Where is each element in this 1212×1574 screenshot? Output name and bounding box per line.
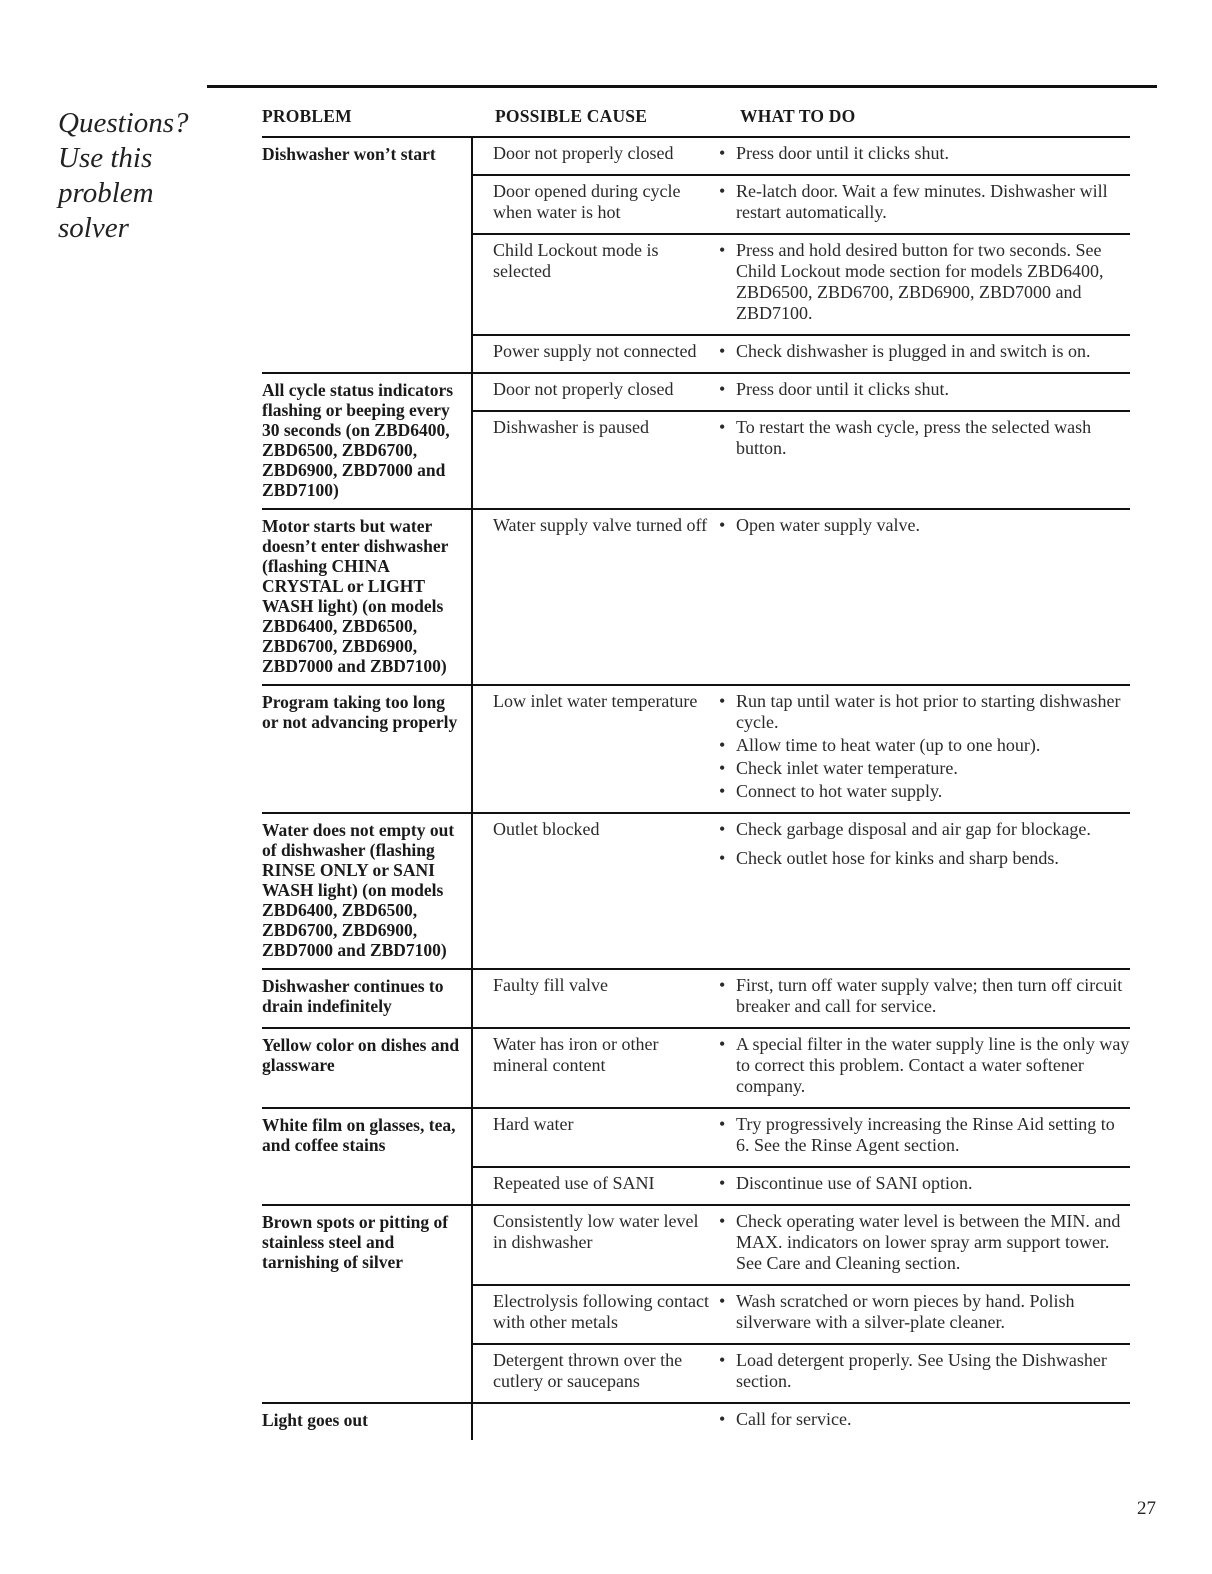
cause-row [473, 410, 1130, 469]
sidebar-line: problem [58, 177, 154, 209]
what-to-do-cell [719, 1404, 1130, 1440]
possible-cause-cell: Faulty fill valve [493, 975, 608, 995]
cause-row [473, 138, 1130, 174]
table-row [262, 686, 1130, 814]
table-row [262, 374, 1130, 510]
problem-cell: Dishwasher continues to drain indefinitely [262, 970, 473, 1027]
table-body [262, 138, 1130, 1440]
cause-row [473, 1343, 1130, 1402]
possible-cause-cell: Outlet blocked [493, 819, 600, 839]
what-to-do-cell [719, 686, 1130, 812]
what-to-do-cell [719, 138, 1130, 174]
problem-cell: Water does not empty out of dishwasher (flashing RINSE ONLY or SANI WASH light) (on models ZBD6400, ZBD6500, ZBD6700, ZBD6900, ZBD7000 and ZBD7100) [262, 814, 473, 968]
cause-row [473, 510, 1130, 546]
what-to-do-cell [719, 510, 1130, 546]
action-item: • Load detergent properly. See Using the Dishwasher section. [719, 1350, 1130, 1392]
action-item: • Allow time to heat water (up to one hour). [719, 735, 1130, 756]
sidebar-heading [58, 106, 208, 246]
table-row [262, 1206, 1130, 1404]
cause-row [473, 1029, 1130, 1107]
action-item: • First, turn off water supply valve; then turn off circuit breaker and call for service. [719, 975, 1130, 1017]
cause-row [473, 1404, 1130, 1440]
problem-solver-table [262, 104, 1130, 1440]
action-item: • Try progressively increasing the Rinse Aid setting to 6. See the Rinse Agent section. [719, 1114, 1130, 1156]
cause-row [473, 1166, 1130, 1204]
header-what-to-do: WHAT TO DO [740, 106, 856, 126]
action-item: • Run tap until water is hot prior to starting dishwasher cycle. [719, 691, 1130, 733]
what-to-do-cell [719, 176, 1130, 233]
table-row [262, 510, 1130, 686]
sidebar-line: Questions? [58, 107, 189, 139]
cause-row [473, 814, 1130, 879]
table-row [262, 1404, 1130, 1440]
what-to-do-cell [719, 970, 1130, 1027]
sidebar-line: solver [58, 212, 129, 244]
cause-row [473, 233, 1130, 334]
possible-cause-cell: Child Lockout mode is selected [493, 240, 659, 281]
action-item: • Call for service. [719, 1409, 1130, 1430]
sidebar-line: Use this [58, 142, 153, 174]
problem-cell: Program taking too long or not advancing properly [262, 686, 473, 812]
what-to-do-cell [719, 412, 1130, 469]
problem-cell: Motor starts but water doesn’t enter dishwasher (flashing CHINA CRYSTAL or LIGHT WASH light) (on models ZBD6400, ZBD6500, ZBD6700, ZBD6900, ZBD7000 and ZBD7100) [262, 510, 473, 684]
cause-row [473, 970, 1130, 1027]
problem-cell: Light goes out [262, 1404, 473, 1440]
what-to-do-cell [719, 1286, 1130, 1343]
cause-row [473, 174, 1130, 233]
cause-row [473, 1109, 1130, 1166]
possible-cause-cell: Detergent thrown over the cutlery or saucepans [493, 1350, 683, 1391]
possible-cause-cell: Door not properly closed [493, 143, 674, 163]
action-item: • A special filter in the water supply line is the only way to correct this problem. Contact a water softener company. [719, 1034, 1130, 1097]
header-possible-cause: POSSIBLE CAUSE [495, 106, 648, 126]
table-row [262, 814, 1130, 970]
what-to-do-cell [719, 235, 1130, 334]
possible-cause-cell: Door not properly closed [493, 379, 674, 399]
problem-cell: White film on glasses, tea, and coffee stains [262, 1109, 473, 1204]
action-item: • Check garbage disposal and air gap for blockage. [719, 819, 1130, 840]
cause-row [473, 686, 1130, 812]
cause-row [473, 374, 1130, 410]
action-item: • Press door until it clicks shut. [719, 379, 1130, 400]
action-item: • Check operating water level is between the MIN. and MAX. indicators on lower spray arm support tower. See Care and Cleaning section. [719, 1211, 1130, 1274]
what-to-do-cell [719, 1029, 1130, 1107]
possible-cause-cell: Electrolysis following contact with other metals [493, 1291, 709, 1332]
possible-cause-cell: Low inlet water temperature [493, 691, 698, 711]
what-to-do-cell [719, 1345, 1130, 1402]
possible-cause-cell: Hard water [493, 1114, 574, 1134]
cause-row [473, 334, 1130, 372]
table-header [262, 104, 1130, 138]
action-item: • Check dishwasher is plugged in and switch is on. [719, 341, 1130, 362]
possible-cause-cell [473, 1404, 719, 1440]
top-rule [207, 85, 1157, 88]
action-item: • Discontinue use of SANI option. [719, 1173, 1130, 1194]
cause-row [473, 1206, 1130, 1284]
table-row [262, 1109, 1130, 1206]
what-to-do-cell [719, 814, 1130, 879]
problem-cell: All cycle status indicators flashing or beeping every 30 seconds (on ZBD6400, ZBD6500, ZBD6700, ZBD6900, ZBD7000 and ZBD7100) [262, 374, 473, 508]
possible-cause-cell: Door opened during cycle when water is hot [493, 181, 681, 222]
problem-cell: Brown spots or pitting of stainless steel and tarnishing of silver [262, 1206, 473, 1402]
possible-cause-cell: Repeated use of SANI [493, 1173, 655, 1193]
possible-cause-cell: Water has iron or other mineral content [493, 1034, 659, 1075]
cause-row [473, 1284, 1130, 1343]
action-item: • Re-latch door. Wait a few minutes. Dishwasher will restart automatically. [719, 181, 1130, 223]
what-to-do-cell [719, 1206, 1130, 1284]
what-to-do-cell [719, 374, 1130, 410]
table-row [262, 1029, 1130, 1109]
action-item: • Press door until it clicks shut. [719, 143, 1130, 164]
table-row [262, 138, 1130, 374]
action-item: • Wash scratched or worn pieces by hand. Polish silverware with a silver-plate cleaner. [719, 1291, 1130, 1333]
possible-cause-cell: Power supply not connected [493, 341, 697, 361]
possible-cause-cell: Dishwasher is paused [493, 417, 649, 437]
table-row [262, 970, 1130, 1029]
what-to-do-cell [719, 336, 1130, 372]
action-item: • Check outlet hose for kinks and sharp bends. [719, 848, 1130, 869]
problem-cell: Yellow color on dishes and glassware [262, 1029, 473, 1107]
action-item: • Press and hold desired button for two seconds. See Child Lockout mode section for models ZBD6400, ZBD6500, ZBD6700, ZBD6900, ZBD7000 and ZBD7100. [719, 240, 1130, 324]
header-problem: PROBLEM [262, 106, 352, 126]
possible-cause-cell: Consistently low water level in dishwasher [493, 1211, 699, 1252]
action-item: • To restart the wash cycle, press the selected wash button. [719, 417, 1130, 459]
problem-cell: Dishwasher won’t start [262, 138, 473, 372]
action-item: • Check inlet water temperature. [719, 758, 1130, 779]
action-item: • Connect to hot water supply. [719, 781, 1130, 802]
possible-cause-cell: Water supply valve turned off [493, 515, 708, 535]
what-to-do-cell [719, 1168, 1130, 1204]
page-number: 27 [1137, 1498, 1156, 1519]
action-item: • Open water supply valve. [719, 515, 1130, 536]
what-to-do-cell [719, 1109, 1130, 1166]
